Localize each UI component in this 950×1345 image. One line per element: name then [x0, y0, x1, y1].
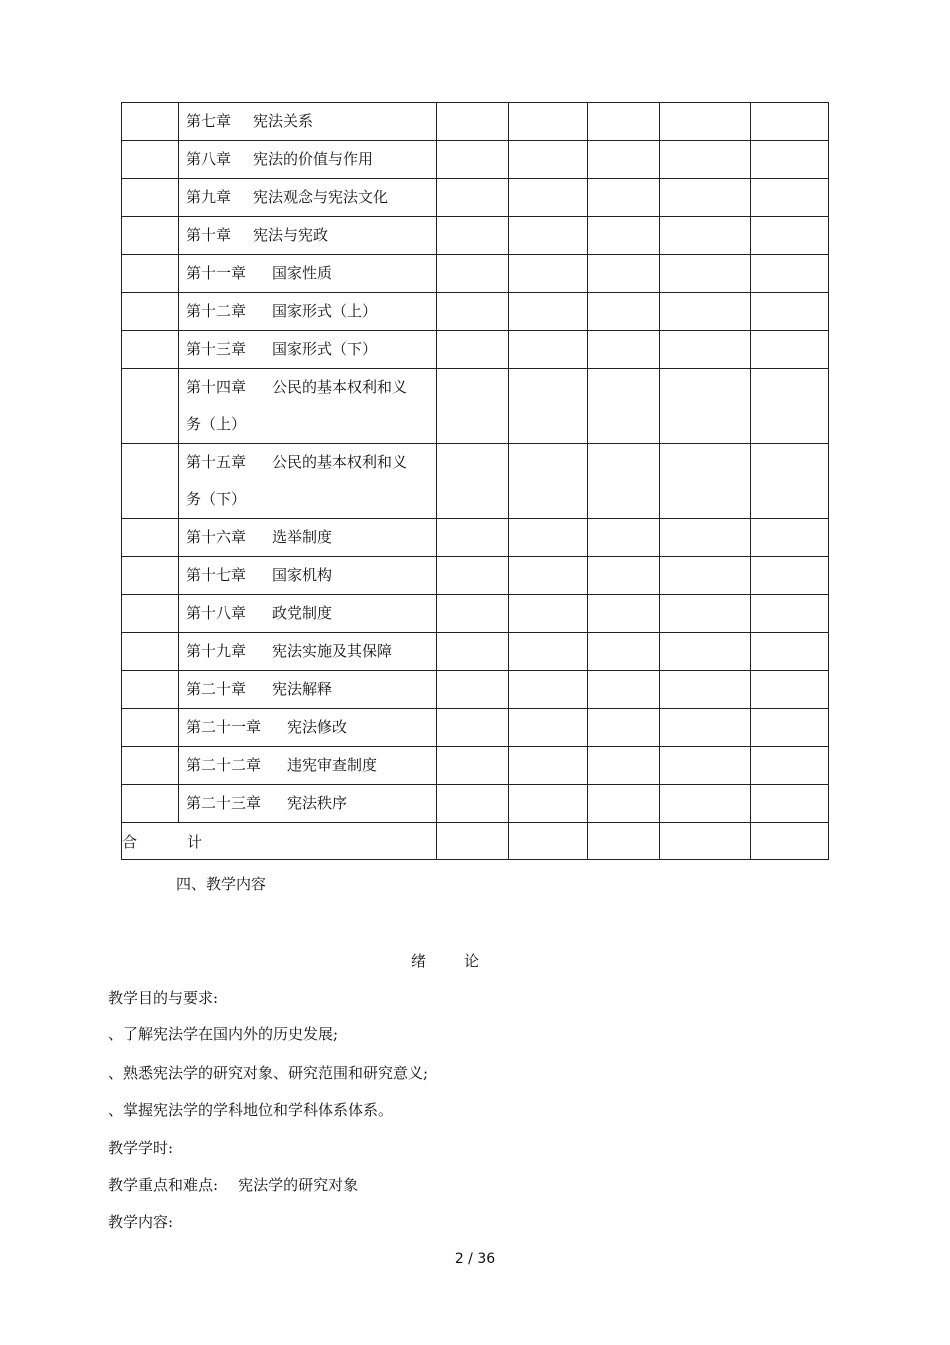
table-cell: [660, 331, 751, 369]
table-cell: [660, 595, 751, 633]
table-cell: [437, 255, 509, 293]
table-cell: [437, 823, 509, 860]
table-row: [122, 179, 829, 217]
chapter-title: 公民的基本权利和义: [272, 378, 408, 396]
chapter-title: 国家形式（下）: [272, 340, 378, 358]
chapter-number: 第二十章: [186, 680, 247, 698]
table-cell: [122, 633, 179, 671]
table-cell: [751, 369, 829, 444]
table-cell: [509, 293, 588, 331]
chapter-cell: [179, 747, 437, 785]
table-row: [122, 633, 829, 671]
chapter-cell: [179, 519, 437, 557]
table-cell: [509, 444, 588, 519]
table-cell: [588, 103, 660, 141]
table-cell: [660, 255, 751, 293]
chapter-cell: [179, 633, 437, 671]
chapter-number: 第二十二章: [186, 756, 262, 774]
table-cell: [660, 369, 751, 444]
table-row: [122, 595, 829, 633]
chapter-number: 第十三章: [186, 340, 247, 358]
table-cell: [437, 519, 509, 557]
table-cell: [122, 369, 179, 444]
chapter-number: 第十二章: [186, 302, 247, 320]
table-cell: [437, 103, 509, 141]
table-cell: [122, 217, 179, 255]
chapter-cell: [179, 217, 437, 255]
table-cell: [660, 179, 751, 217]
chapter-title: 违宪审查制度: [287, 756, 378, 774]
table-cell: [122, 671, 179, 709]
table-cell: [437, 331, 509, 369]
table-cell: [122, 747, 179, 785]
chapter-title: 国家性质: [272, 264, 333, 282]
table-cell: [509, 369, 588, 444]
table-cell: [437, 595, 509, 633]
table-cell: [751, 709, 829, 747]
table-cell: [437, 709, 509, 747]
table-cell: [122, 709, 179, 747]
table-cell: [751, 823, 829, 860]
objective-item: 、了解宪法学在国内外的历史发展;: [108, 1025, 339, 1043]
table-cell: [588, 141, 660, 179]
table-cell: [660, 217, 751, 255]
table-cell: [660, 103, 751, 141]
table-cell: [751, 747, 829, 785]
table-cell: [588, 369, 660, 444]
table-cell: [437, 747, 509, 785]
table-cell: [588, 179, 660, 217]
chapter-cell: [179, 671, 437, 709]
table-cell: [122, 331, 179, 369]
chapter-title: 公民的基本权利和义: [272, 453, 408, 471]
table-cell: [588, 747, 660, 785]
objective-item: 、掌握宪法学的学科地位和学科体系体系。: [108, 1101, 394, 1119]
table-cell: [509, 141, 588, 179]
table-cell: [751, 255, 829, 293]
table-row: [122, 557, 829, 595]
table-cell: [588, 444, 660, 519]
table-cell: [751, 179, 829, 217]
table-cell: [660, 633, 751, 671]
table-cell: [751, 671, 829, 709]
table-cell: [437, 369, 509, 444]
table-cell: [660, 671, 751, 709]
table-cell: [122, 141, 179, 179]
table-cell: [751, 293, 829, 331]
table-cell: [509, 103, 588, 141]
table-cell: [509, 823, 588, 860]
table-cell: [660, 709, 751, 747]
table-cell: [588, 785, 660, 823]
hours-label: 教学学时:: [108, 1139, 174, 1157]
table-cell: [588, 671, 660, 709]
table-row: [122, 519, 829, 557]
chapter-cell: [179, 179, 437, 217]
table-cell: [660, 785, 751, 823]
chapter-cell: [179, 293, 437, 331]
table-cell: [122, 557, 179, 595]
page-number: 2 / 36: [454, 1251, 496, 1267]
chapter-title: 政党制度: [272, 604, 333, 622]
table-total-row: [122, 823, 829, 860]
chapter-cell: [179, 103, 437, 141]
chapter-number: 第七章: [186, 112, 232, 130]
table-cell: [437, 671, 509, 709]
table-cell: [588, 633, 660, 671]
table-cell: [122, 293, 179, 331]
table-cell: [509, 179, 588, 217]
table-cell: [751, 595, 829, 633]
table-cell: [751, 217, 829, 255]
chapter-title: 宪法与宪政: [253, 226, 329, 244]
table-cell: [751, 785, 829, 823]
chapter-cell: [179, 331, 437, 369]
table-cell: [751, 519, 829, 557]
chapter-cell: [179, 709, 437, 747]
table-cell: [588, 293, 660, 331]
table-cell: [660, 747, 751, 785]
table-cell: [588, 557, 660, 595]
chapter-number: 第八章: [186, 150, 232, 168]
chapter-title: 宪法秩序: [287, 794, 348, 812]
table-cell: [660, 141, 751, 179]
table-cell: [122, 785, 179, 823]
table-cell: [588, 217, 660, 255]
chapter-number: 第十九章: [186, 642, 247, 660]
table-row: [122, 785, 829, 823]
table-cell: [588, 823, 660, 860]
chapter-number: 第十六章: [186, 528, 247, 546]
table-cell: [660, 823, 751, 860]
chapter-cell: [179, 444, 437, 519]
chapter-title: 宪法的价值与作用: [253, 150, 374, 168]
table-row: [122, 103, 829, 141]
key-points: 教学重点和难点: 宪法学的研究对象: [108, 1176, 359, 1194]
objectives-label: 教学目的与要求:: [108, 989, 219, 1007]
chapter-cell: [179, 557, 437, 595]
table-cell: [660, 444, 751, 519]
total-label: 合 计: [122, 823, 437, 860]
table-cell: [437, 141, 509, 179]
chapter-title: 国家机构: [272, 566, 333, 584]
chapter-title: 宪法解释: [272, 680, 333, 698]
table-cell: [122, 444, 179, 519]
table-cell: [437, 633, 509, 671]
table-cell: [588, 255, 660, 293]
table-cell: [509, 519, 588, 557]
chapter-number: 第十八章: [186, 604, 247, 622]
table-row: [122, 369, 829, 444]
syllabus-table: [121, 102, 829, 860]
chapter-number: 第十一章: [186, 264, 247, 282]
table-cell: [751, 444, 829, 519]
table-cell: [588, 519, 660, 557]
chapter-number: 第九章: [186, 188, 232, 206]
table-cell: [437, 785, 509, 823]
table-cell: [509, 217, 588, 255]
table-cell: [437, 217, 509, 255]
chapter-title: 宪法关系: [253, 112, 314, 130]
table-row: [122, 255, 829, 293]
table-cell: [751, 633, 829, 671]
table-cell: [437, 557, 509, 595]
chapter-title: 宪法修改: [287, 718, 348, 736]
table-cell: [751, 141, 829, 179]
table-row: [122, 747, 829, 785]
table-cell: [751, 331, 829, 369]
chapter-number: 第十四章: [186, 378, 247, 396]
chapter-title-continued: 务（上）: [186, 415, 247, 433]
table-row: [122, 141, 829, 179]
chapter-cell: [179, 255, 437, 293]
chapter-cell: [179, 369, 437, 444]
table-cell: [509, 255, 588, 293]
table-cell: [588, 595, 660, 633]
table-row: [122, 293, 829, 331]
table-cell: [509, 785, 588, 823]
chapter-title: 宪法观念与宪法文化: [253, 188, 389, 206]
chapter-number: 第十章: [186, 226, 232, 244]
chapter-number: 第十七章: [186, 566, 247, 584]
chapter-title: 选举制度: [272, 528, 333, 546]
chapter-number: 第二十一章: [186, 718, 262, 736]
chapter-cell: [179, 595, 437, 633]
chapter-title: 宪法实施及其保障: [272, 642, 393, 660]
table-cell: [660, 293, 751, 331]
table-cell: [588, 331, 660, 369]
table-row: [122, 217, 829, 255]
section-heading: 四、教学内容: [176, 875, 267, 893]
table-row: [122, 444, 829, 519]
table-cell: [588, 709, 660, 747]
table-cell: [437, 179, 509, 217]
chapter-number: 第二十三章: [186, 794, 262, 812]
table-cell: [437, 444, 509, 519]
chapter-number: 第十五章: [186, 453, 247, 471]
table-row: [122, 331, 829, 369]
objective-item: 、熟悉宪法学的研究对象、研究范围和研究意义;: [108, 1064, 429, 1082]
table-cell: [437, 293, 509, 331]
table-cell: [509, 633, 588, 671]
chapter-title-continued: 务（下）: [186, 490, 247, 508]
table-cell: [509, 331, 588, 369]
table-cell: [122, 255, 179, 293]
chapter-title: 国家形式（上）: [272, 302, 378, 320]
chapter-cell: [179, 785, 437, 823]
table-cell: [122, 519, 179, 557]
chapter-title: 绪 论: [411, 952, 480, 970]
table-cell: [122, 179, 179, 217]
table-row: [122, 709, 829, 747]
table-cell: [122, 103, 179, 141]
table-cell: [509, 747, 588, 785]
table-cell: [660, 519, 751, 557]
table-cell: [751, 103, 829, 141]
content-label: 教学内容:: [108, 1213, 174, 1231]
table-cell: [660, 557, 751, 595]
table-cell: [122, 595, 179, 633]
table-cell: [509, 557, 588, 595]
chapter-cell: [179, 141, 437, 179]
table-cell: [509, 671, 588, 709]
table-row: [122, 671, 829, 709]
table-cell: [509, 709, 588, 747]
table-cell: [751, 557, 829, 595]
table-cell: [509, 595, 588, 633]
